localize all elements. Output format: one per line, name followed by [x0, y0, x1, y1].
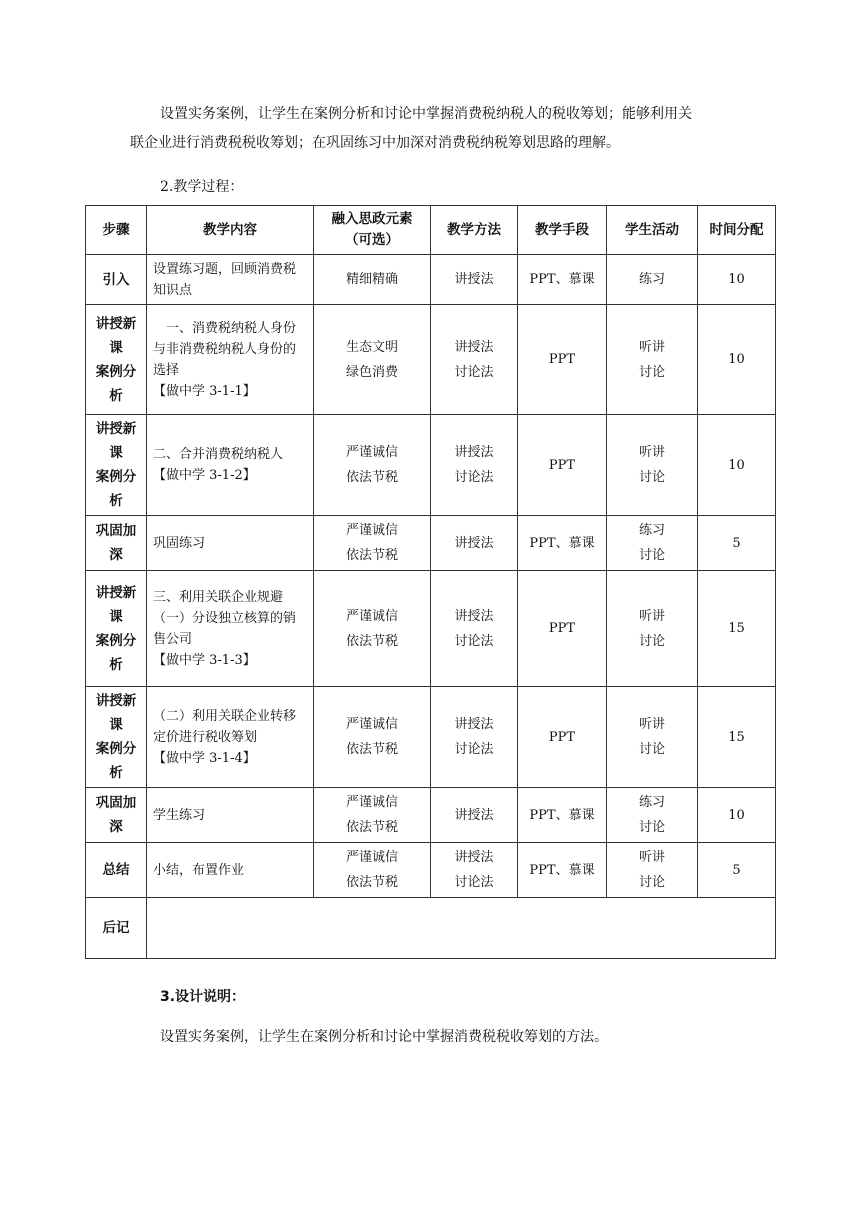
cell-ideology: 严谨诚信 依法节税 [314, 571, 431, 687]
cell-ideology: 严谨诚信 依法节税 [314, 516, 431, 571]
intro-line-2: 联企业进行消费税税收筹划；在巩固练习中加深对消费税纳税筹划思路的理解。 [130, 135, 620, 151]
cell-activity: 听讲 讨论 [607, 843, 698, 898]
header-time: 时间分配 [698, 206, 776, 255]
cell-step: 讲授新课 案例分析 [86, 415, 147, 516]
table-row [86, 687, 776, 788]
table-row [86, 843, 776, 898]
cell-step: 巩固加深 [86, 516, 147, 571]
cell-ideology: 生态文明 绿色消费 [314, 305, 431, 415]
postscript-label: 后记 [86, 898, 147, 959]
cell-method: 讲授法 讨论法 [431, 415, 518, 516]
section-2-title: 2.教学过程： [160, 179, 244, 195]
header-method: 教学方法 [431, 206, 518, 255]
cell-means: PPT [518, 415, 607, 516]
cell-means: PPT、慕课 [518, 255, 607, 305]
cell-means: PPT [518, 687, 607, 788]
cell-activity: 练习 讨论 [607, 516, 698, 571]
cell-time: 5 [698, 516, 776, 571]
cell-content: 一、消费税纳税人身份 与非消费税纳税人身份的选择 【做中学 3-1-1】 [147, 305, 314, 415]
table-row [86, 305, 776, 415]
cell-time: 5 [698, 843, 776, 898]
cell-content: （二）利用关联企业转移定价进行税收筹划 【做中学 3-1-4】 [147, 687, 314, 788]
cell-content: 小结，布置作业 [147, 843, 314, 898]
cell-activity: 练习 讨论 [607, 788, 698, 843]
table-row [86, 255, 776, 305]
section-3-title: 3.设计说明： [160, 989, 246, 1005]
cell-method: 讲授法 [431, 255, 518, 305]
cell-step: 总结 [86, 843, 147, 898]
table-row [86, 788, 776, 843]
cell-ideology: 严谨诚信 依法节税 [314, 843, 431, 898]
header-activity: 学生活动 [607, 206, 698, 255]
cell-time: 10 [698, 305, 776, 415]
header-content: 教学内容 [147, 206, 314, 255]
cell-means: PPT [518, 305, 607, 415]
cell-means: PPT、慕课 [518, 516, 607, 571]
cell-content: 设置练习题，回顾消费税知识点 [147, 255, 314, 305]
cell-time: 15 [698, 571, 776, 687]
cell-step: 巩固加深 [86, 788, 147, 843]
cell-content: 学生练习 [147, 788, 314, 843]
cell-activity: 听讲 讨论 [607, 305, 698, 415]
header-ideology: 融入思政元素 （可选） [314, 206, 431, 255]
cell-step: 讲授新课 案例分析 [86, 571, 147, 687]
postscript-row [86, 898, 776, 959]
postscript-content [147, 898, 776, 959]
cell-means: PPT、慕课 [518, 843, 607, 898]
cell-ideology: 精细精确 [314, 255, 431, 305]
header-step: 步骤 [86, 206, 147, 255]
cell-content: 二、合并消费税纳税人 【做中学 3-1-2】 [147, 415, 314, 516]
cell-activity: 听讲 讨论 [607, 687, 698, 788]
cell-activity: 听讲 讨论 [607, 571, 698, 687]
cell-time: 10 [698, 415, 776, 516]
cell-means: PPT [518, 571, 607, 687]
cell-method: 讲授法 讨论法 [431, 843, 518, 898]
teaching-process-table [85, 205, 776, 959]
cell-step: 讲授新课 案例分析 [86, 305, 147, 415]
cell-means: PPT、慕课 [518, 788, 607, 843]
cell-time: 10 [698, 788, 776, 843]
cell-method: 讲授法 讨论法 [431, 571, 518, 687]
cell-content: 三、利用关联企业规避 （一）分设独立核算的销售公司 【做中学 3-1-3】 [147, 571, 314, 687]
cell-method: 讲授法 讨论法 [431, 687, 518, 788]
cell-method: 讲授法 讨论法 [431, 305, 518, 415]
cell-ideology: 严谨诚信 依法节税 [314, 415, 431, 516]
cell-time: 15 [698, 687, 776, 788]
cell-content: 巩固练习 [147, 516, 314, 571]
design-note: 设置实务案例，让学生在案例分析和讨论中掌握消费税税收筹划的方法。 [160, 1029, 608, 1045]
cell-step: 讲授新课 案例分析 [86, 687, 147, 788]
table-header-row [86, 206, 776, 255]
intro-line-1: 设置实务案例，让学生在案例分析和讨论中掌握消费税纳税人的税收筹划；能够利用关 [160, 106, 692, 122]
table-row [86, 571, 776, 687]
cell-activity: 听讲 讨论 [607, 415, 698, 516]
header-means: 教学手段 [518, 206, 607, 255]
cell-time: 10 [698, 255, 776, 305]
cell-activity: 练习 [607, 255, 698, 305]
cell-step: 引入 [86, 255, 147, 305]
table-row [86, 415, 776, 516]
cell-method: 讲授法 [431, 788, 518, 843]
intro-paragraph [130, 100, 750, 158]
cell-ideology: 严谨诚信 依法节税 [314, 687, 431, 788]
cell-method: 讲授法 [431, 516, 518, 571]
cell-ideology: 严谨诚信 依法节税 [314, 788, 431, 843]
table-row [86, 516, 776, 571]
